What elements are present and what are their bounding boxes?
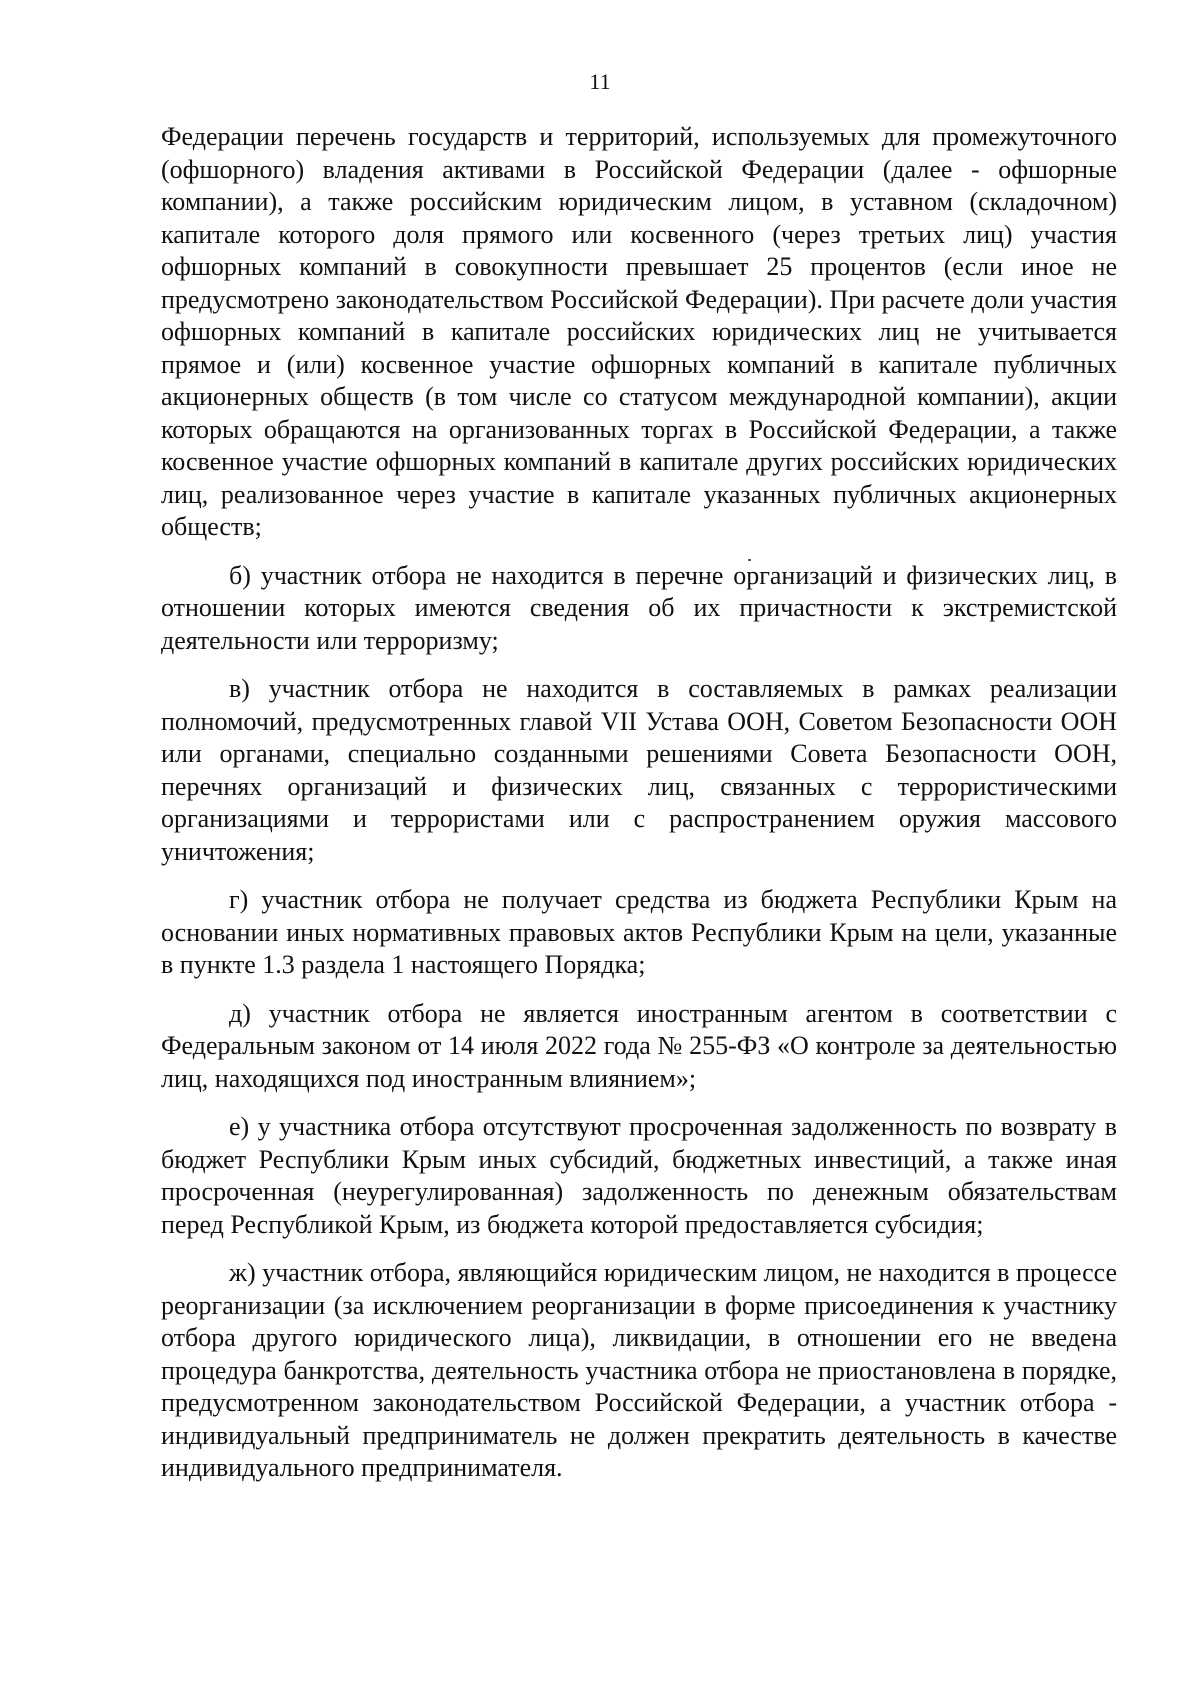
- paragraph-item-e: е) у участника отбора отсутствуют просроченная задолженность по возврату в бюджет Республики Крым иных субсидий, бюджетных инвестиций, а также иная просроченная (неурегулированная) задолженность по денежным обязательствам перед Республикой Крым, из бюджета которой предоставляется субсидия;: [161, 1112, 1117, 1239]
- paragraph-item-d: д) участник отбора не является иностранным агентом в соответствии с Федеральным законом от 14 июля 2022 года № 255-ФЗ «О контроле за деятельностью лиц, находящихся под иностранным влиянием»;: [161, 998, 1117, 1093]
- document-body: [161, 121, 1117, 1485]
- paragraph-item-zh: ж) участник отбора, являющийся юридическим лицом, не находится в процессе реорганизации (за исключением реорганизации в форме присоединения к участнику отбора другого юридического лица), ликвидации, в отношении его не введена процедура банкротства, деятельность участника отбора не приостановлена в порядке, предусмотренном законодательством Российской Федерации, а участник отбора - индивидуальный предприниматель не должен прекратить деятельность в качестве индивидуального предпринимателя.: [161, 1258, 1117, 1482]
- paragraph-item-g: г) участник отбора не получает средства из бюджета Республики Крым на основании иных нормативных правовых актов Республики Крым на цели, указанные в пункте 1.3 раздела 1 настоящего Порядка;: [161, 885, 1117, 979]
- page-number: 11: [589, 69, 611, 94]
- scan-artifact: [748, 559, 751, 561]
- paragraph-item-b: б) участник отбора не находится в перечне организаций и физических лиц, в отношении которых имеются сведения об их причастности к экстремистской деятельности или терроризму;: [161, 560, 1117, 655]
- paragraph-continuation: Федерации перечень государств и территорий, используемых для промежуточного (офшорного) владения активами в Российской Федерации (далее - офшорные компании), а также российским юридическим лицом, в уставном (складочном) капитале которого доля прямого или косвенного (через третьих лиц) участия офшорных компаний в совокупности превышает 25 процентов (если иное не предусмотрено законодательством Российской Федерации). При расчете доли участия офшорных компаний в капитале российских юридических лиц не учитывается прямое и (или) косвенное участие офшорных компаний в капитале публичных акционерных обществ (в том числе со статусом международной компании), акции которых обращаются на организованных торгах в Российской Федерации, а также косвенное участие офшорных компаний в капитале других российских юридических лиц, реализованное через участие в капитале указанных публичных акционерных обществ;: [161, 122, 1117, 541]
- paragraph-item-v: в) участник отбора не находится в составляемых в рамках реализации полномочий, предусмотренных главой VII Устава ООН, Советом Безопасности ООН или органами, специально созданными решениями Совета Безопасности ООН, перечнях организаций и физических лиц, связанных с террористическими организациями и террористами или с распространением оружия массового уничтожения;: [161, 674, 1117, 866]
